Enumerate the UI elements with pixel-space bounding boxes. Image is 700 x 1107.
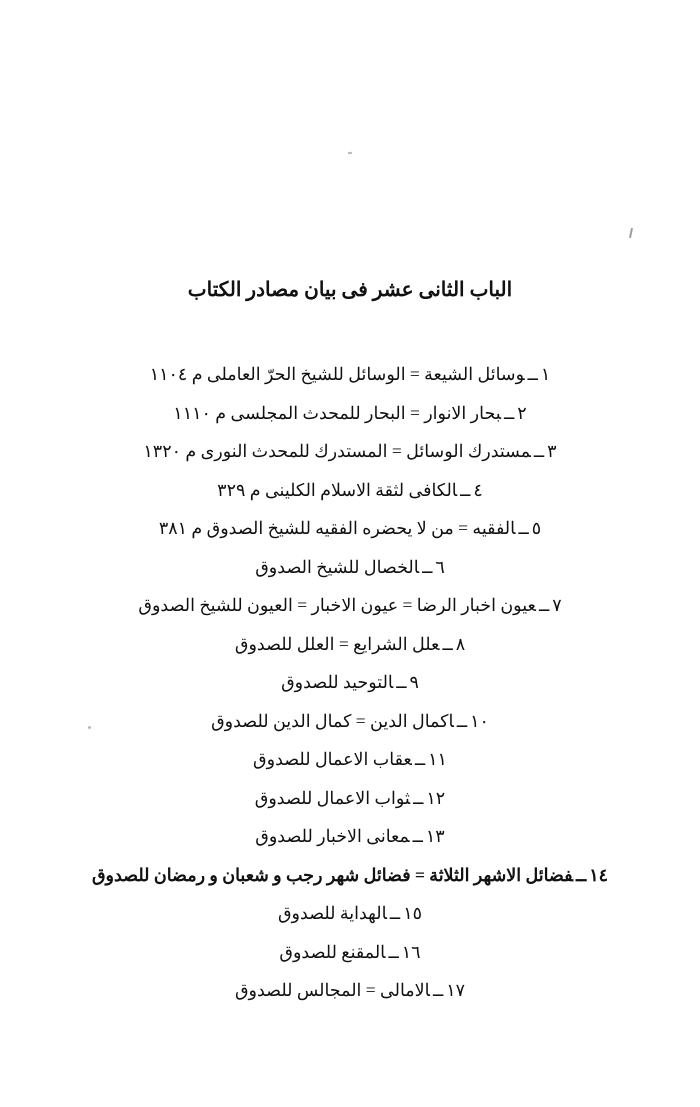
list-item-number: ٩ xyxy=(409,672,419,692)
list-item-number: ١ xyxy=(540,364,551,384)
list-item xyxy=(60,751,640,769)
list-item-number: ٥ xyxy=(531,518,542,538)
list-item-separator: ــ xyxy=(412,826,423,846)
list-item-label: مستدرك الوسائل = المستدرك للمحدث النورى م ١٣٢٠ xyxy=(143,441,531,461)
list-item-separator: ــ xyxy=(518,518,529,538)
scan-speck xyxy=(629,228,633,238)
list-item-label: معانى الاخبار للصدوق xyxy=(255,826,410,846)
list-item xyxy=(60,674,640,692)
list-item-label: فضائل الاشهر الثلاثة = فضائل شهر رجب و شعبان و رمضان للصدوق xyxy=(91,864,573,885)
list-item-separator: ــ xyxy=(396,672,407,692)
list-item-number: ١٧ xyxy=(446,980,466,1000)
list-item xyxy=(60,402,640,423)
list-item-number: ١٤ xyxy=(589,864,609,885)
list-item xyxy=(60,710,640,731)
list-item-separator: ــ xyxy=(533,441,545,461)
list-item-label: الفقيه = من لا يحضره الفقيه للشيخ الصدوق م ٣٨١ xyxy=(158,518,516,538)
list-item-separator: ــ xyxy=(432,980,444,1000)
list-item xyxy=(60,905,640,923)
list-item-separator: ــ xyxy=(422,556,433,577)
page-title: الباب الثانى عشر فى بيان مصادر الكتاب xyxy=(187,279,513,301)
list-item xyxy=(60,941,640,962)
list-item-number: ٧ xyxy=(552,595,562,615)
list-item-label: عيون اخبار الرضا = عيون الاخبار = العيون للشيخ الصدوق xyxy=(138,595,536,615)
list-item-number: ١٣ xyxy=(425,826,445,846)
list-item-number: ١٢ xyxy=(426,787,446,808)
list-item-label: بحار الانوار = البحار للمحدث المجلسى م ١١١٠ xyxy=(173,402,502,423)
list-item-separator: ــ xyxy=(538,595,550,615)
list-item-separator: ــ xyxy=(504,402,515,423)
list-item-number: ٣ xyxy=(547,441,557,461)
list-item xyxy=(60,443,640,461)
list-item-label: الامالى = المجالس للصدوق xyxy=(234,980,430,1000)
list-item-separator: ــ xyxy=(413,787,424,808)
list-item-number: ٢ xyxy=(517,402,527,423)
list-item xyxy=(60,556,640,577)
scan-speck xyxy=(348,152,352,155)
list-item-label: وسائل الشيعة = الوسائل للشيخ الحرّ العاملى م ١١٠٤ xyxy=(149,364,525,384)
list-item-label: اكمال الدين = كمال الدين للصدوق xyxy=(211,710,454,731)
list-item-number: ٤ xyxy=(473,479,483,500)
list-item-separator: ــ xyxy=(442,633,453,654)
list-item-separator: ــ xyxy=(389,903,401,923)
table-of-contents xyxy=(60,366,640,1000)
list-item-number: ١١ xyxy=(428,749,447,769)
list-item xyxy=(60,597,640,615)
list-item-number: ٨ xyxy=(455,633,466,654)
list-item-label: الكافى لثقة الاسلام الكلينى م ٣٢٩ xyxy=(217,479,458,500)
page-content xyxy=(0,276,700,1021)
list-item xyxy=(60,828,640,846)
list-item-number: ١٥ xyxy=(403,903,422,923)
list-item xyxy=(60,366,640,384)
list-item-separator: ــ xyxy=(388,941,399,962)
list-item xyxy=(60,864,640,885)
list-item xyxy=(60,982,640,1000)
list-item-separator: ــ xyxy=(527,364,538,384)
list-item-separator: ــ xyxy=(575,864,587,885)
list-item-number: ٦ xyxy=(435,556,445,577)
list-item-number: ١٦ xyxy=(401,941,421,962)
list-item-label: المقنع للصدوق xyxy=(279,941,386,962)
list-item-label: علل الشرايع = العلل للصدوق xyxy=(234,633,440,654)
list-item-number: ١٠ xyxy=(470,710,489,731)
list-item-label: التوحيد للصدوق xyxy=(281,672,394,692)
list-item-separator: ــ xyxy=(460,479,471,500)
list-item-label: الهداية للصدوق xyxy=(277,903,387,923)
list-item xyxy=(60,520,640,538)
list-item-separator: ــ xyxy=(414,749,426,769)
list-item xyxy=(60,479,640,500)
list-item xyxy=(60,633,640,654)
list-item-label: ثواب الاعمال للصدوق xyxy=(254,787,411,808)
list-item-label: الخصال للشيخ الصدوق xyxy=(255,556,420,577)
list-item-separator: ــ xyxy=(456,710,468,731)
list-item-label: عقاب الاعمال للصدوق xyxy=(253,749,412,769)
list-item xyxy=(60,787,640,808)
